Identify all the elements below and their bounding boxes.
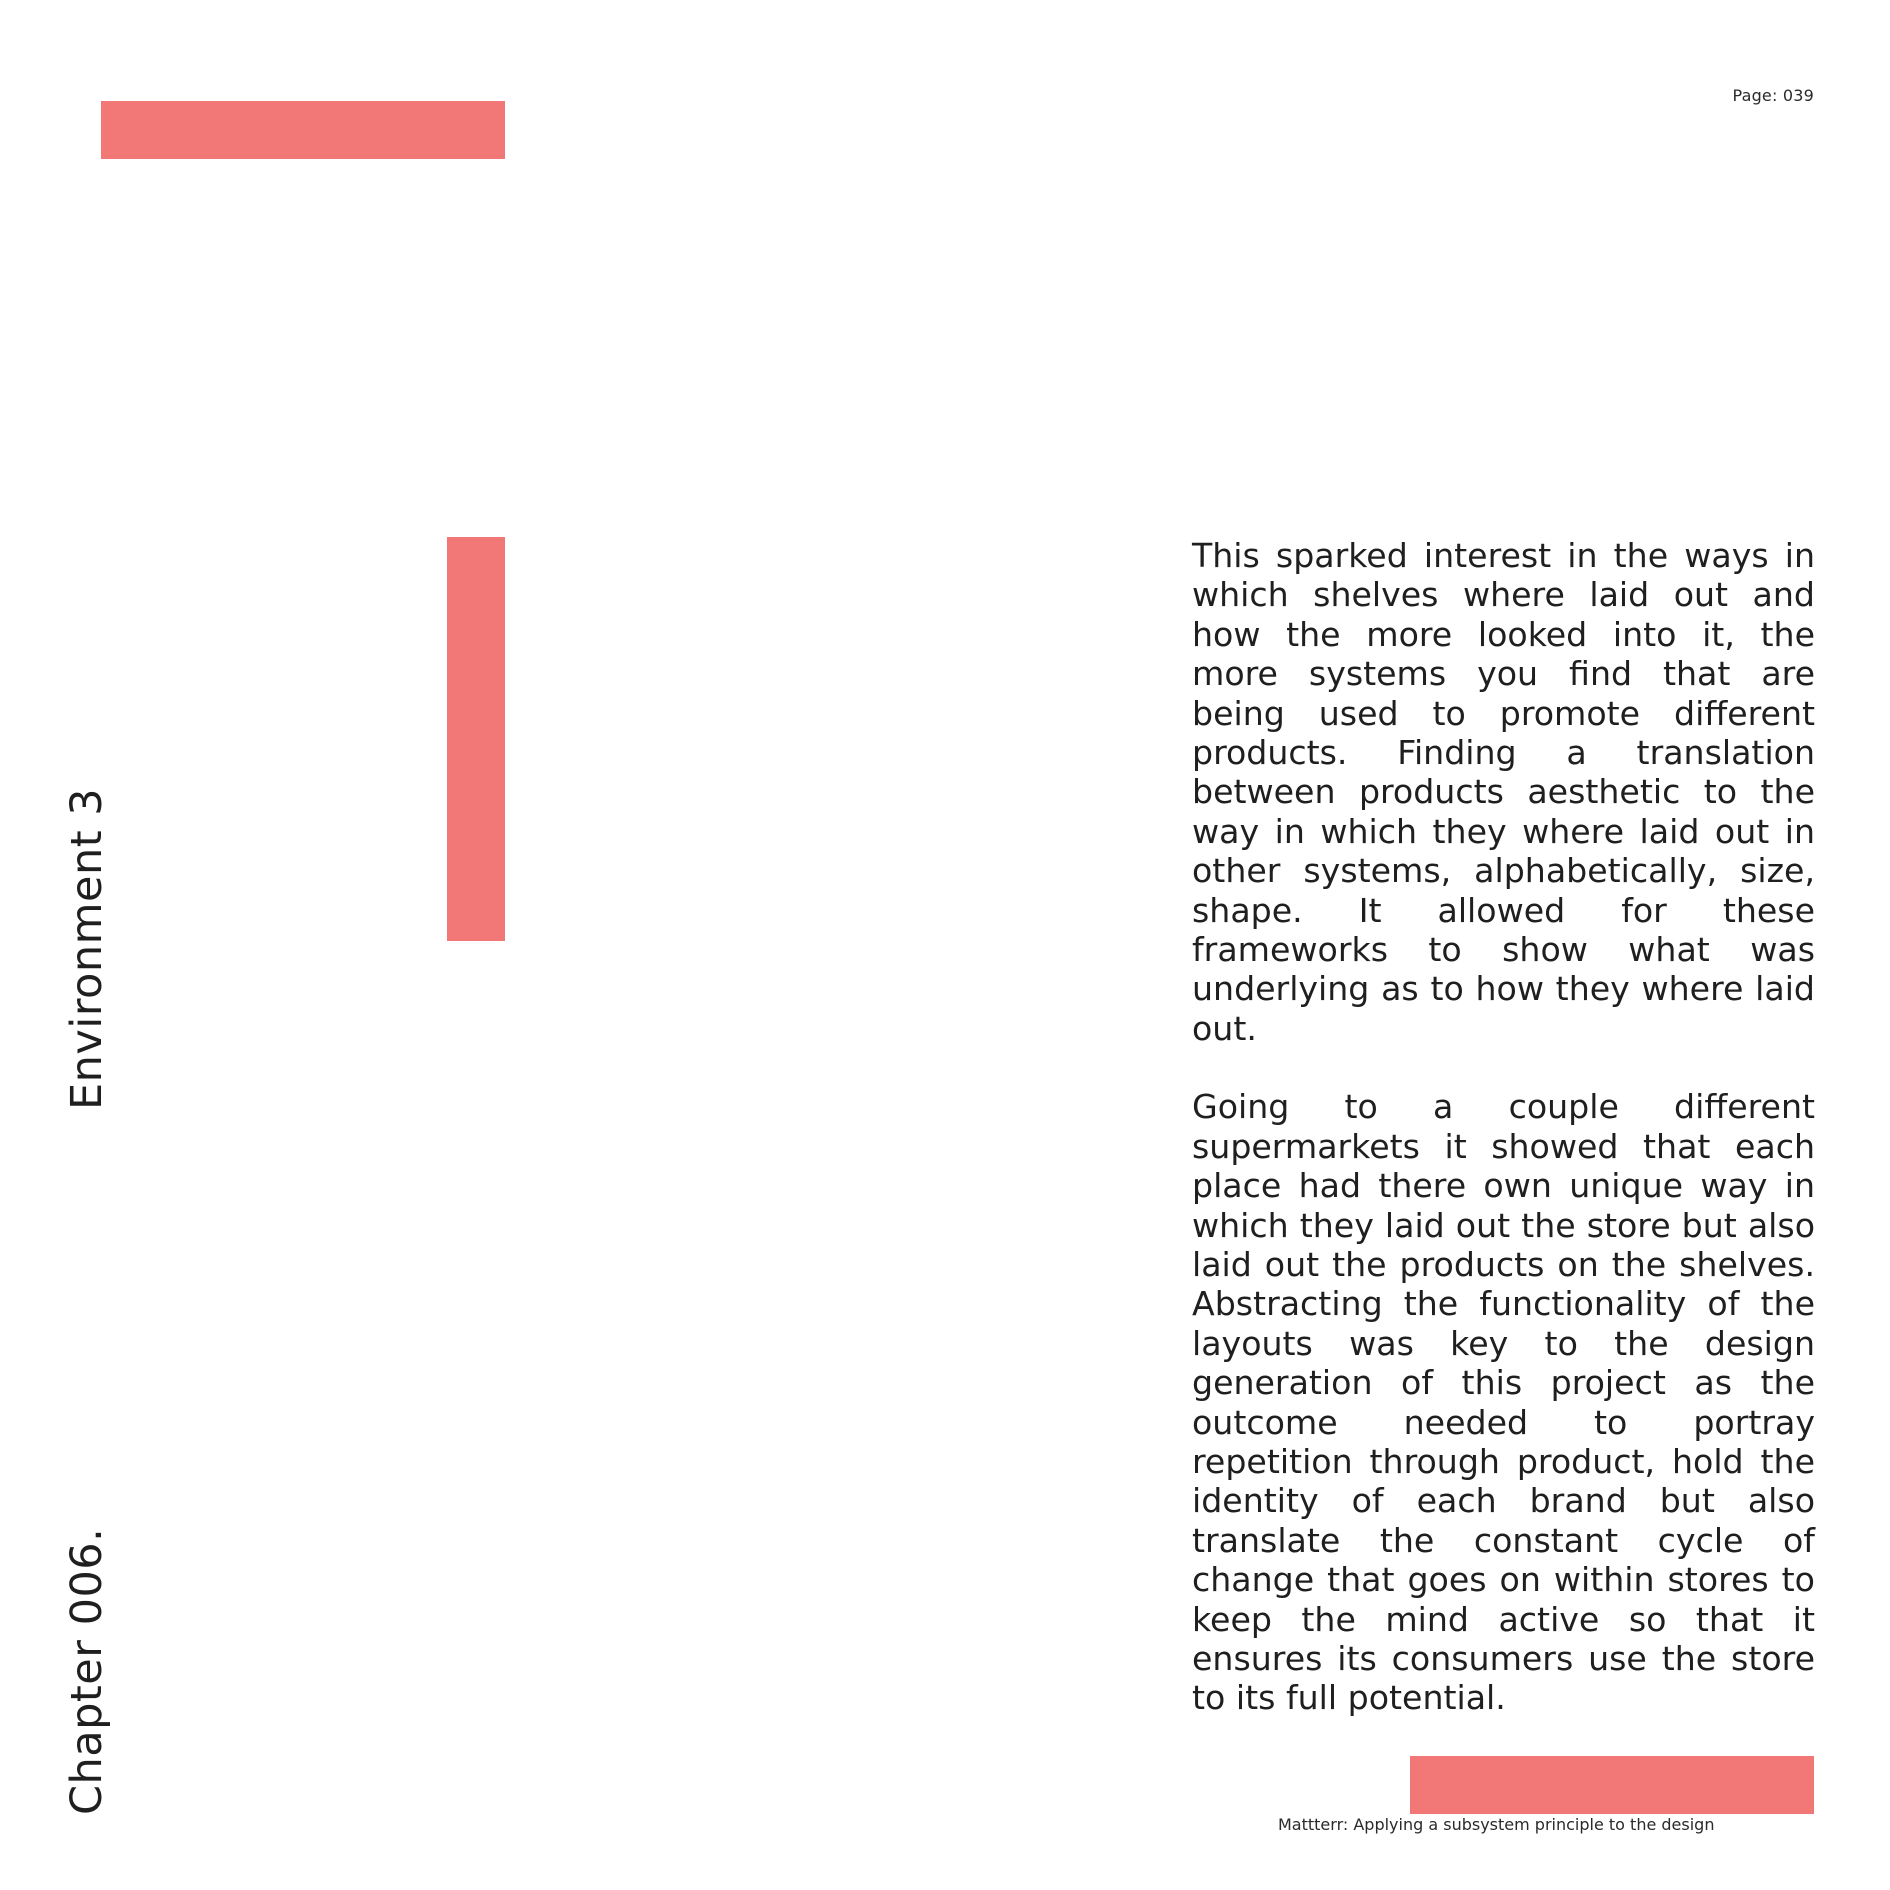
accent-bar-vertical (447, 537, 505, 941)
page-caption: Mattterr: Applying a subsystem principle to the design (1278, 1815, 1715, 1834)
body-paragraph: Going to a couple different supermarkets it showed that each place had there own unique way in which they laid out the store but also laid out the products on the shelves. Abstracting the functionality of the layouts was key to the design generation of this project as the outcome needed to portray repetition through product, hold the identity of each brand but also translate the constant cycle of change that goes on within stores to keep the mind active so that it ensures its consumers use the store to its full potential. (1192, 1087, 1815, 1718)
chapter-title: Chapter 006. (62, 1527, 112, 1815)
page-number: Page: 039 (1732, 86, 1814, 105)
section-title: Environment 3 (62, 787, 112, 1110)
body-paragraph: This sparked interest in the ways in which shelves where laid out and how the more looked into it, the more systems you find that are being used to promote different products. Finding a translation between products aesthetic to the way in which they where laid out in other systems, alphabetically, size, shape. It allowed for these frameworks to show what was underlying as to how they where laid out. (1192, 536, 1815, 1048)
accent-bar-bottom (1410, 1756, 1814, 1814)
accent-bar-top (101, 101, 505, 159)
body-text (1192, 536, 1815, 1757)
